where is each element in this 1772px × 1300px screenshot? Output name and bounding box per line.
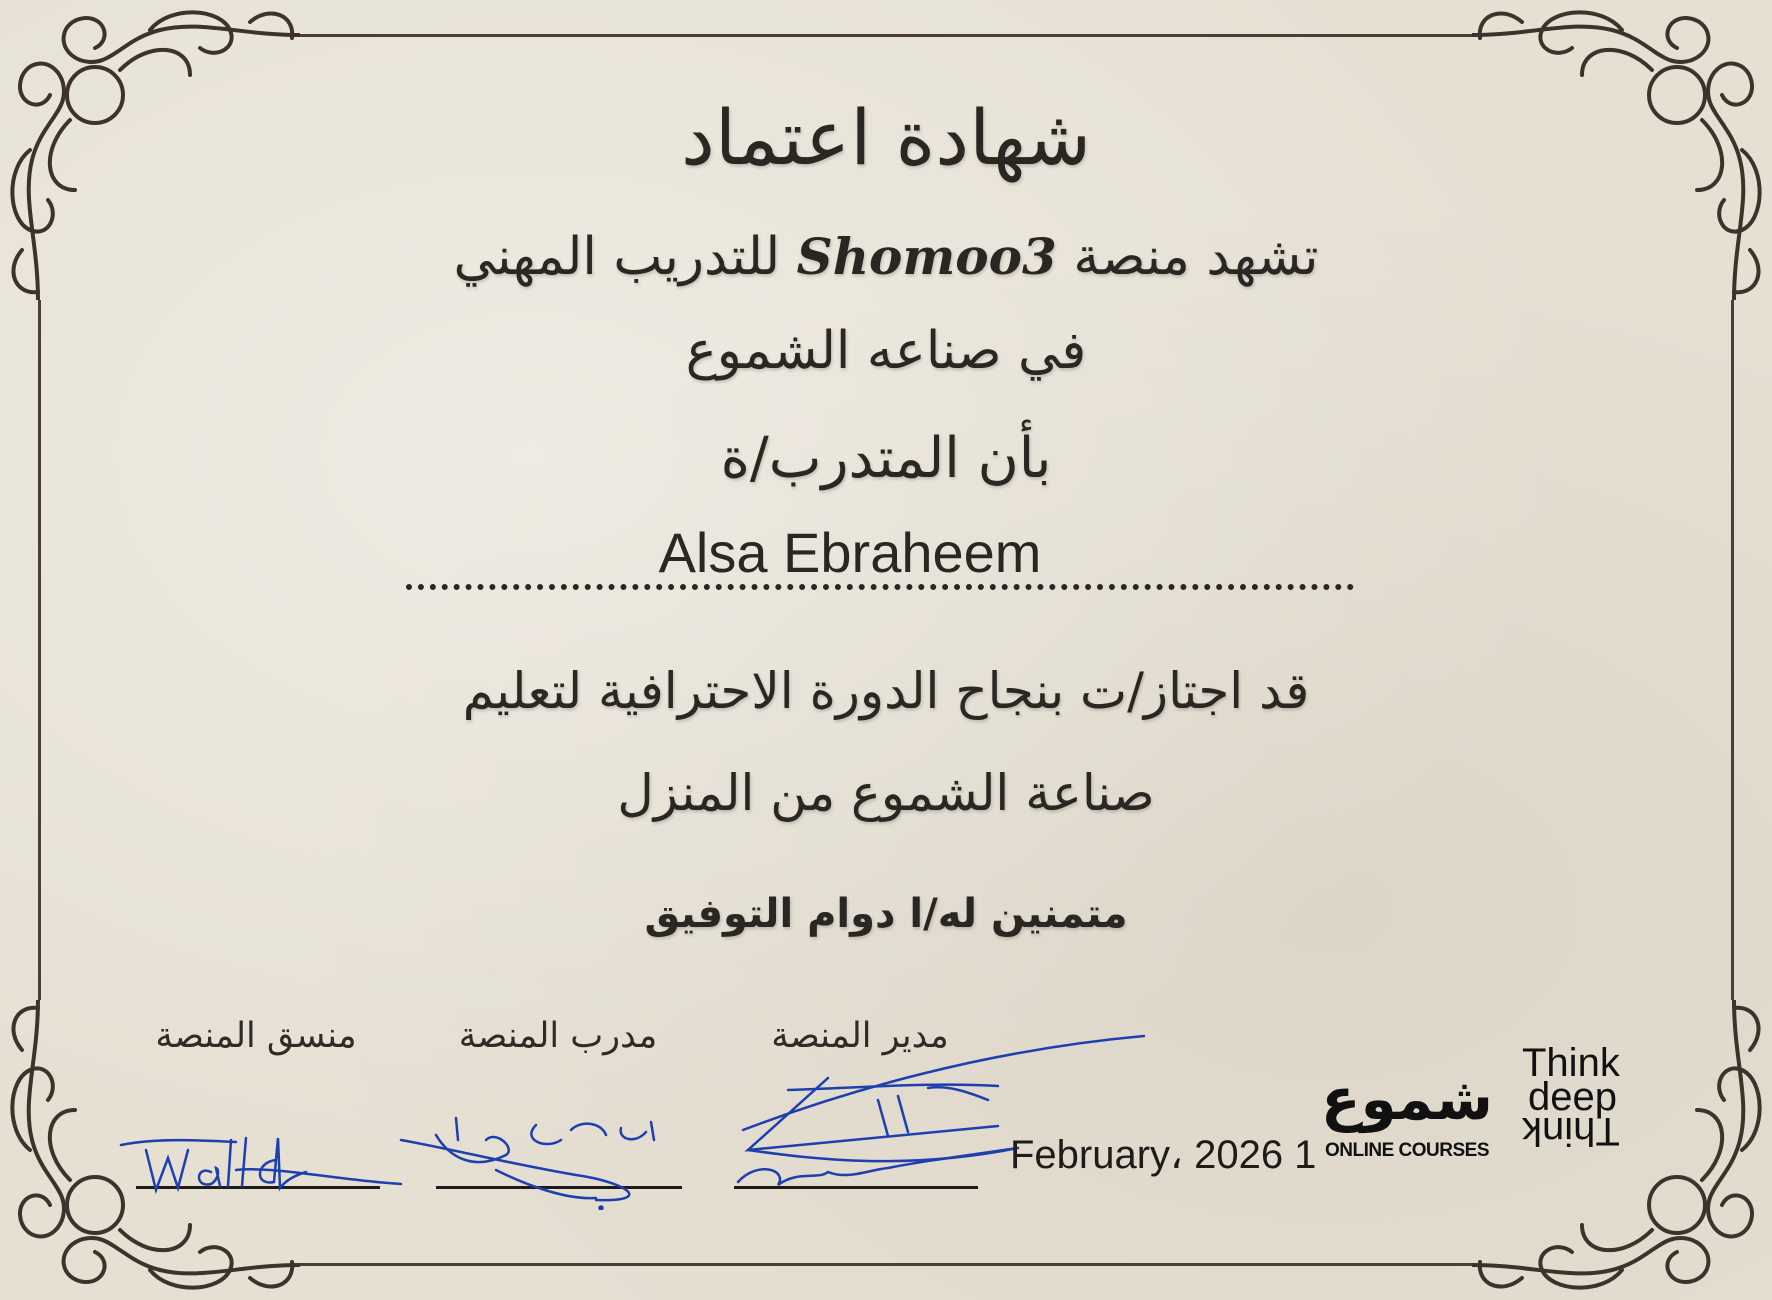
intro-text-end: للتدريب المهني [453,227,781,287]
logo-think-top: Think [1522,1041,1620,1085]
corner-ornament-top-right [1472,0,1772,300]
trainer-signature [396,1110,686,1210]
intro-text-start: تشهد منصة [1073,227,1319,287]
trainee-name: Alsa Ebraheem [658,521,1042,584]
certificate-title: شهادة اعتماد [680,93,1092,182]
brand-name: Shomoo3 [796,227,1057,286]
coordinator-label: منسق المنصة [155,1016,357,1056]
logo-arabic-wordmark: شموع [1321,1065,1493,1133]
logo-subtitle: ONLINE COURSES [1324,1140,1490,1161]
logo-deep: deep [1528,1075,1617,1119]
frame-top-line [300,34,1472,37]
trainee-name-dotted-line [406,584,1354,590]
trainer-label: مدرب المنصة [458,1016,658,1056]
issue-date: February، 2026 1 [1010,1133,1317,1177]
body-line-1: قد اجتاز/ت بنجاح الدورة الاحترافية لتعليم [462,662,1310,720]
corner-ornament-top-left [0,0,300,300]
think-deep-logo [1522,1041,1652,1153]
coordinator-signature [116,1120,406,1200]
shomoo3-logo [1312,1064,1502,1162]
corner-ornament-bottom-right [1472,1000,1772,1300]
frame-right-line [1731,300,1734,1000]
wishes-text: متمنين له/ا دوام التوفيق [644,891,1128,937]
body-line-2: صناعة الشموع من المنزل [617,764,1155,822]
director-label: مدير المنصة [771,1016,949,1056]
frame-bottom-line [300,1263,1472,1266]
frame-left-line [38,300,41,1000]
logo-think-bottom: Think [1522,1109,1620,1153]
trainee-label: بأن المتدرب/ة [720,426,1052,491]
intro-line-1 [286,222,1486,292]
intro-line-2: في صناعه الشموع [685,321,1087,381]
